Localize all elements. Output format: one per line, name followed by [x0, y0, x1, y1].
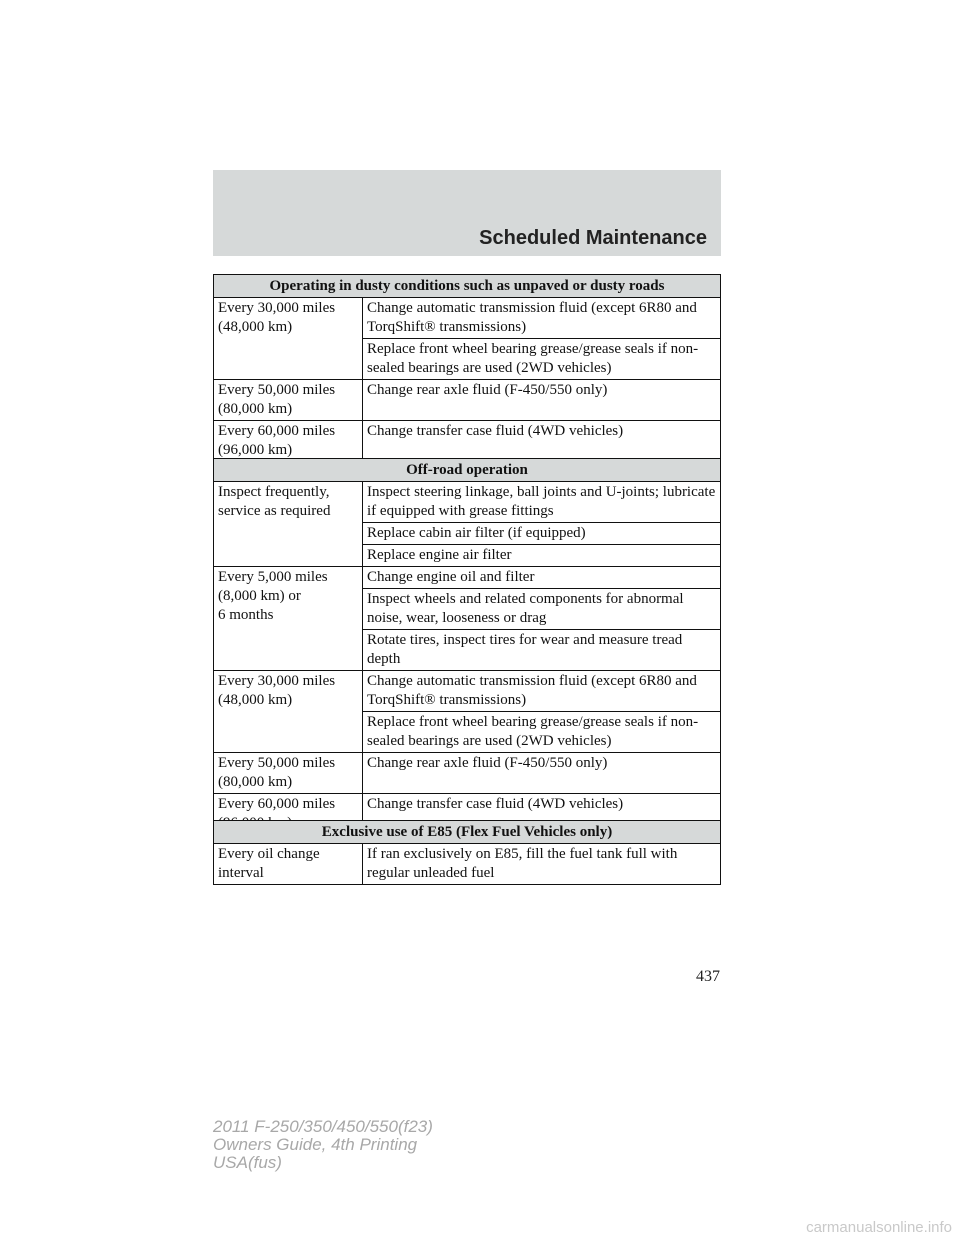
interval-cell: Every oil change interval	[214, 844, 363, 885]
table-row	[214, 421, 721, 462]
interval-cell: Every 60,000 miles	[214, 794, 363, 835]
interval-cell: Inspect frequently, service as required	[214, 482, 363, 567]
interval-cell: Every 50,000 miles (80,000 km)	[214, 380, 363, 421]
maintenance-table-e85	[213, 820, 721, 885]
table-row	[214, 844, 721, 885]
task-cell: Rotate tires, inspect tires for wear and measure tread depth	[363, 630, 721, 671]
interval-cell: Every 5,000 miles (8,000 km) or 6 months	[214, 567, 363, 671]
footer-market-code: (fus)	[247, 1153, 282, 1172]
section-title: Scheduled Maintenance	[479, 227, 707, 249]
interval-cell: Every 30,000 miles (48,000 km)	[214, 671, 363, 753]
footer-guide: Owners Guide, 4th Printing	[213, 1135, 418, 1154]
watermark: carmanualsonline.info	[806, 1219, 952, 1236]
interval-cell: Every 60,000 miles (96,000 km)	[214, 421, 363, 462]
task-cell: Change rear axle fluid (F-450/550 only)	[363, 753, 721, 794]
task-cell: Replace front wheel bearing grease/grease seals if non-sealed bearings are used (2WD vehicles)	[363, 712, 721, 753]
task-cell: Inspect wheels and related components for abnormal noise, wear, looseness or drag	[363, 589, 721, 630]
table-row	[214, 671, 721, 712]
maintenance-table-dusty	[213, 274, 721, 462]
table-row	[214, 753, 721, 794]
table-row	[214, 482, 721, 523]
task-cell: Change automatic transmission fluid (except 6R80 and TorqShift® transmissions)	[363, 298, 721, 339]
interval-cell: Every 50,000 miles (80,000 km)	[214, 753, 363, 794]
task-cell: Change automatic transmission fluid (except 6R80 and TorqShift® transmissions)	[363, 671, 721, 712]
task-cell: Change transfer case fluid (4WD vehicles)	[363, 794, 721, 835]
footer-market: USA	[213, 1153, 248, 1172]
page-number: 437	[696, 968, 720, 985]
task-cell: If ran exclusively on E85, fill the fuel tank full with regular unleaded fuel	[363, 844, 721, 885]
maintenance-table-offroad	[213, 458, 721, 835]
task-cell: Change rear axle fluid (F-450/550 only)	[363, 380, 721, 421]
footer-model: 2011 F-250/350/450/550	[213, 1117, 398, 1136]
table-heading: Exclusive use of E85 (Flex Fuel Vehicles only)	[214, 821, 721, 844]
interval-cell: Every 30,000 miles (48,000 km)	[214, 298, 363, 380]
task-cell: Change transfer case fluid (4WD vehicles)	[363, 421, 721, 462]
footer-model-code: (f23)	[397, 1117, 433, 1136]
section-header-band	[213, 170, 721, 256]
task-cell: Change engine oil and filter	[363, 567, 721, 589]
table-row	[214, 298, 721, 339]
table-heading: Operating in dusty conditions such as unpaved or dusty roads	[214, 275, 721, 298]
table-heading: Off-road operation	[214, 459, 721, 482]
table-row	[214, 567, 721, 589]
table-row	[214, 380, 721, 421]
document-footer	[213, 1118, 433, 1172]
task-cell: Inspect steering linkage, ball joints and U-joints; lubricate if equipped with grease fittings	[363, 482, 721, 523]
task-cell: Replace engine air filter	[363, 545, 721, 567]
task-cell: Replace cabin air filter (if equipped)	[363, 523, 721, 545]
task-cell: Replace front wheel bearing grease/grease seals if non-sealed bearings are used (2WD vehicles)	[363, 339, 721, 380]
